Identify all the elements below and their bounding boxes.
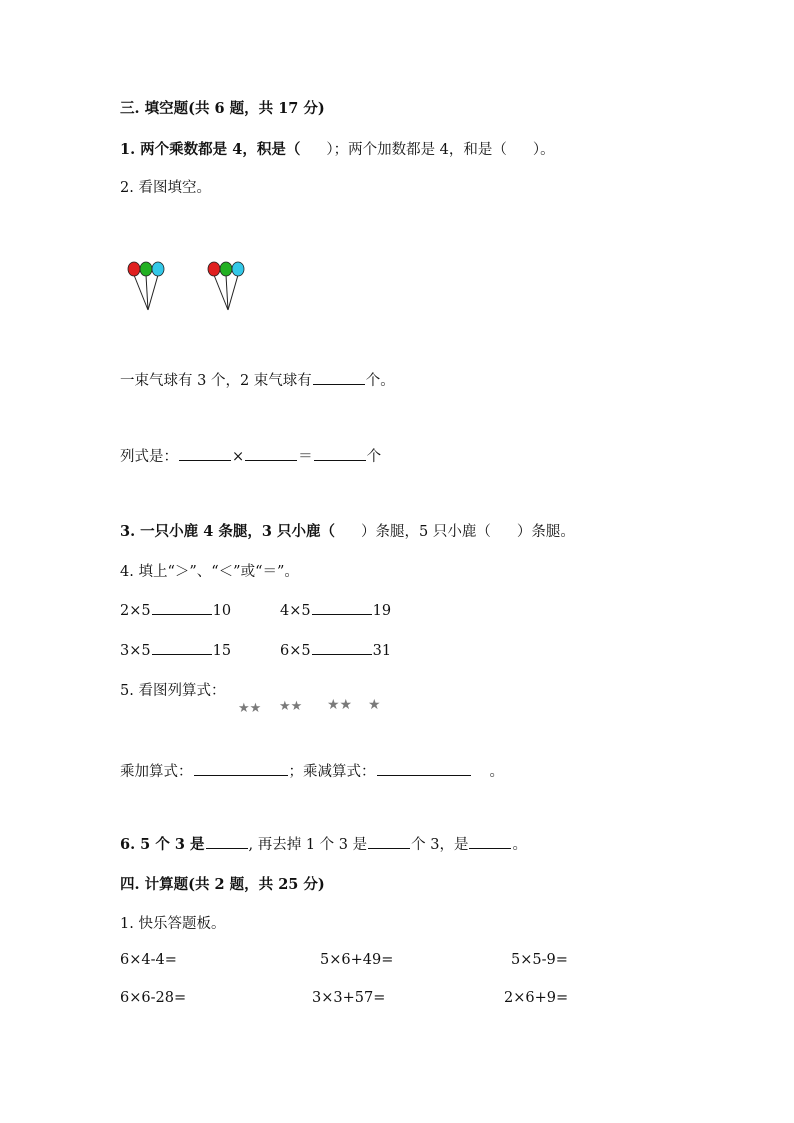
compare-item	[120, 600, 231, 619]
q2-line-2	[120, 445, 381, 466]
compare-right: 15	[212, 643, 232, 659]
star-icon: ★★	[279, 699, 303, 714]
q6-text-c: 个 3，是	[411, 837, 469, 853]
question-4-title: 4. 填上“＞”、“＜”或“＝”。	[120, 564, 299, 580]
q6-blank-2[interactable]	[368, 834, 410, 849]
question-2-title: 2. 看图填空。	[120, 180, 211, 196]
mul-sub-label: 乘减算式：	[303, 764, 376, 780]
balloon-group	[208, 262, 244, 310]
q3-text-a: 3. 一只小鹿 4 条腿，3 只小鹿（	[120, 523, 336, 540]
compare-blank[interactable]	[312, 640, 372, 655]
q6-blank-3[interactable]	[469, 834, 511, 849]
q2-line1-text-a: 一束气球有 3 个，2 束气球有	[120, 373, 312, 389]
q1-text-b: ）；两个加数都是 4，和是（	[326, 142, 507, 158]
compare-item	[280, 600, 391, 619]
q6-blank-1[interactable]	[206, 834, 248, 849]
q6-text-b: , 再去掉 1 个 3 是	[248, 837, 368, 853]
calc-item: 6×4-4=	[120, 952, 177, 968]
q5-end: 。	[489, 764, 504, 780]
section-4-q1-title: 1. 快乐答题板。	[120, 916, 226, 932]
mul-add-blank[interactable]	[194, 761, 288, 776]
q2-line-1	[120, 369, 395, 390]
calc-item: 6×6-28=	[120, 990, 187, 1006]
calc-item: 5×5-9=	[511, 952, 568, 968]
q3-text-c: ）条腿。	[516, 524, 575, 540]
mul-sub-blank[interactable]	[377, 761, 471, 776]
q2-formula-label: 列式是：	[120, 449, 178, 465]
calc-item: 5×6+49=	[320, 952, 394, 968]
q2-unit: 个	[366, 449, 382, 465]
q2-balloon-total-blank[interactable]	[313, 370, 365, 385]
equals-sign: ＝	[298, 449, 313, 465]
compare-right: 10	[212, 603, 232, 619]
calc-item: 3×3+57=	[312, 990, 386, 1006]
question-5-title: 5. 看图列算式：	[120, 683, 226, 699]
q5-separator: ；	[288, 764, 303, 780]
calc-item: 2×6+9=	[504, 990, 569, 1006]
q6-text-d: 。	[512, 837, 527, 853]
compare-left: 2×5	[120, 603, 151, 619]
q5-formulas	[120, 760, 504, 781]
mul-add-label: 乘加算式：	[120, 764, 193, 780]
compare-right: 31	[372, 643, 392, 659]
question-6	[120, 833, 527, 854]
compare-item	[120, 640, 231, 659]
q2-line1-text-b: 个。	[365, 373, 395, 389]
compare-blank[interactable]	[152, 600, 212, 615]
compare-blank[interactable]	[312, 600, 372, 615]
question-1	[120, 138, 555, 159]
times-sign: ×	[232, 449, 245, 465]
q1-text-a: 1. 两个乘数都是 4，积是（	[120, 141, 301, 158]
q2-factor-1-blank[interactable]	[179, 446, 231, 461]
star-icon: ★★	[327, 697, 353, 713]
q1-text-c: ）。	[532, 142, 555, 158]
balloon-bunch-2	[204, 258, 250, 314]
question-3	[120, 520, 575, 541]
compare-item	[280, 640, 391, 659]
balloon-bunch-1	[124, 258, 170, 314]
q6-text-a: 6. 5 个 3 是	[120, 836, 205, 853]
compare-left: 4×5	[280, 603, 311, 619]
star-icon: ★	[368, 697, 381, 713]
q2-factor-2-blank[interactable]	[245, 446, 297, 461]
balloon-group	[128, 262, 164, 310]
section-4-title: 四. 计算题(共 2 题，共 25 分)	[120, 876, 325, 893]
section-3-title: 三. 填空题(共 6 题，共 17 分)	[120, 100, 325, 117]
compare-left: 6×5	[280, 643, 311, 659]
q3-text-b: ）条腿，5 只小鹿（	[361, 524, 491, 540]
star-icon: ★★	[238, 701, 262, 716]
compare-blank[interactable]	[152, 640, 212, 655]
compare-left: 3×5	[120, 643, 151, 659]
compare-right: 19	[372, 603, 392, 619]
q2-product-blank[interactable]	[314, 446, 366, 461]
